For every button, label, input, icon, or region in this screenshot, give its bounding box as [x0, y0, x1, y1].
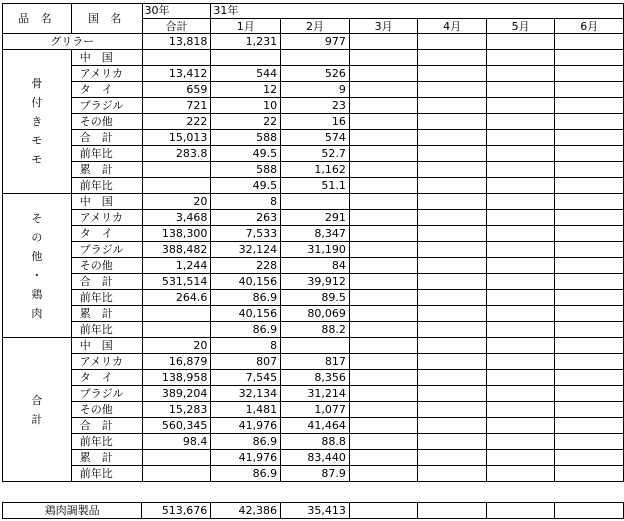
prepared-value: 35,413 [281, 503, 350, 519]
data-row [3, 306, 624, 322]
cell-value [486, 466, 555, 482]
cell-value [349, 226, 418, 242]
cell-value [486, 354, 555, 370]
cell-value [349, 98, 418, 114]
year30-header: 30年 [142, 4, 211, 19]
country-label: 合 計 [71, 130, 142, 146]
month-header: 2月 [281, 19, 350, 34]
cell-value: 531,514 [142, 274, 211, 290]
broiler-value [555, 34, 624, 50]
data-row [3, 114, 624, 130]
country-label: その他 [71, 258, 142, 274]
cell-value [486, 82, 555, 98]
cell-value: 3,468 [142, 210, 211, 226]
cell-value [142, 466, 211, 482]
cell-value [349, 210, 418, 226]
data-row [3, 146, 624, 162]
broiler-value [349, 34, 418, 50]
country-label: ブラジル [71, 98, 142, 114]
cell-value [486, 114, 555, 130]
cell-value [486, 178, 555, 194]
prepared-products-table [2, 502, 624, 519]
cell-value: 49.5 [211, 146, 281, 162]
cell-value [555, 290, 624, 306]
cell-value [418, 66, 487, 82]
prepared-row [3, 503, 624, 519]
month-header: 3月 [349, 19, 418, 34]
cell-value: 817 [281, 354, 350, 370]
cell-value [555, 402, 624, 418]
cell-value [418, 274, 487, 290]
cell-value [486, 306, 555, 322]
cell-value [349, 146, 418, 162]
broiler-label: グリラー [3, 34, 143, 50]
cell-value [418, 146, 487, 162]
cell-value [418, 130, 487, 146]
country-label: ブラジル [71, 242, 142, 258]
cell-value [555, 130, 624, 146]
year31-header: 31年 [211, 4, 624, 19]
cell-value: 15,283 [142, 402, 211, 418]
country-label: 累 計 [71, 306, 142, 322]
cell-value: 264.6 [142, 290, 211, 306]
cell-value [555, 450, 624, 466]
data-row [3, 466, 624, 482]
broiler-row [3, 34, 624, 50]
cell-value: 8,347 [281, 226, 350, 242]
cell-value [281, 194, 350, 210]
cell-value [555, 274, 624, 290]
country-label: 累 計 [71, 450, 142, 466]
cell-value [486, 146, 555, 162]
cell-value: 16,879 [142, 354, 211, 370]
cell-value [418, 98, 487, 114]
data-row [3, 194, 624, 210]
cell-value [349, 290, 418, 306]
cell-value: 588 [211, 130, 281, 146]
cell-value: 12 [211, 82, 281, 98]
cell-value [555, 114, 624, 130]
cell-value [555, 162, 624, 178]
cell-value [142, 306, 211, 322]
cell-value [555, 98, 624, 114]
data-row [3, 402, 624, 418]
data-row [3, 322, 624, 338]
cell-value [142, 322, 211, 338]
cell-value: 263 [211, 210, 281, 226]
cell-value [349, 162, 418, 178]
cell-value: 1,244 [142, 258, 211, 274]
cell-value [486, 226, 555, 242]
data-row [3, 242, 624, 258]
country-label: 前年比 [71, 290, 142, 306]
broiler-value [486, 34, 555, 50]
data-row [3, 290, 624, 306]
cell-value [349, 66, 418, 82]
country-label: タ イ [71, 370, 142, 386]
cell-value [281, 338, 350, 354]
cell-value [418, 162, 487, 178]
cell-value: 588 [211, 162, 281, 178]
data-row [3, 370, 624, 386]
cell-value [418, 290, 487, 306]
country-label: 前年比 [71, 146, 142, 162]
cell-value: 98.4 [142, 434, 211, 450]
cell-value: 40,156 [211, 274, 281, 290]
prepared-label: 鶏肉調製品 [3, 503, 142, 519]
cell-value: 13,412 [142, 66, 211, 82]
cell-value: 16 [281, 114, 350, 130]
country-label: ブラジル [71, 386, 142, 402]
data-row [3, 82, 624, 98]
cell-value: 389,204 [142, 386, 211, 402]
data-row [3, 386, 624, 402]
cell-value [418, 242, 487, 258]
data-row [3, 162, 624, 178]
month-header: 5月 [486, 19, 555, 34]
cell-value [486, 402, 555, 418]
cell-value: 1,077 [281, 402, 350, 418]
data-row [3, 50, 624, 66]
cell-value [486, 434, 555, 450]
cell-value [349, 50, 418, 66]
cell-value [418, 322, 487, 338]
cell-value [555, 418, 624, 434]
cell-value: 7,533 [211, 226, 281, 242]
cell-value [418, 450, 487, 466]
data-row [3, 274, 624, 290]
cell-value [349, 194, 418, 210]
cell-value [418, 434, 487, 450]
cell-value: 41,976 [211, 450, 281, 466]
month-header: 1月 [211, 19, 281, 34]
data-row [3, 434, 624, 450]
cell-value [418, 194, 487, 210]
cell-value: 40,156 [211, 306, 281, 322]
cell-value [349, 82, 418, 98]
cell-value [349, 450, 418, 466]
data-row [3, 130, 624, 146]
prepared-value [486, 503, 555, 519]
data-row [3, 66, 624, 82]
cell-value [349, 370, 418, 386]
cell-value: 31,214 [281, 386, 350, 402]
prepared-value: 513,676 [142, 503, 211, 519]
data-row [3, 178, 624, 194]
cell-value [555, 306, 624, 322]
data-row [3, 226, 624, 242]
cell-value [349, 274, 418, 290]
cell-value [555, 338, 624, 354]
cell-value [349, 306, 418, 322]
cell-value [349, 242, 418, 258]
cell-value [486, 98, 555, 114]
country-label: 累 計 [71, 162, 142, 178]
cell-value [211, 50, 281, 66]
cell-value [349, 402, 418, 418]
cell-value [349, 386, 418, 402]
cell-value [418, 50, 487, 66]
cell-value [418, 386, 487, 402]
cell-value: 22 [211, 114, 281, 130]
cell-value: 86.9 [211, 322, 281, 338]
cell-value [486, 274, 555, 290]
cell-value [418, 402, 487, 418]
cell-value: 138,300 [142, 226, 211, 242]
cell-value [418, 354, 487, 370]
cell-value: 291 [281, 210, 350, 226]
prepared-value [349, 503, 418, 519]
cell-value [486, 50, 555, 66]
cell-value [418, 418, 487, 434]
header-row-top [3, 4, 624, 19]
prepared-value [555, 503, 624, 519]
cell-value [486, 450, 555, 466]
cell-value: 32,124 [211, 242, 281, 258]
cell-value [555, 50, 624, 66]
cell-value [418, 306, 487, 322]
month-header: 4月 [418, 19, 487, 34]
country-label: その他 [71, 114, 142, 130]
cell-value [418, 178, 487, 194]
cell-value: 1,162 [281, 162, 350, 178]
cell-value: 8 [211, 194, 281, 210]
cell-value: 31,190 [281, 242, 350, 258]
cell-value [555, 210, 624, 226]
cell-value: 659 [142, 82, 211, 98]
cell-value [349, 466, 418, 482]
cell-value [555, 386, 624, 402]
cell-value [418, 210, 487, 226]
cell-value [555, 82, 624, 98]
cell-value: 15,013 [142, 130, 211, 146]
cell-value: 80,069 [281, 306, 350, 322]
cell-value [418, 82, 487, 98]
cell-value [486, 290, 555, 306]
cell-value [349, 434, 418, 450]
cell-value [142, 162, 211, 178]
country-label: 前年比 [71, 466, 142, 482]
cell-value: 83,440 [281, 450, 350, 466]
cell-value [486, 322, 555, 338]
product-name-header: 品 名 [3, 4, 72, 34]
data-row [3, 258, 624, 274]
cell-value [349, 338, 418, 354]
cell-value: 560,345 [142, 418, 211, 434]
cell-value [349, 418, 418, 434]
table-body [3, 34, 624, 482]
cell-value [418, 466, 487, 482]
broiler-value: 977 [281, 34, 350, 50]
cell-value: 526 [281, 66, 350, 82]
cell-value [555, 370, 624, 386]
country-label: アメリカ [71, 210, 142, 226]
cell-value [555, 242, 624, 258]
cell-value: 39,912 [281, 274, 350, 290]
cell-value [555, 194, 624, 210]
cell-value: 41,464 [281, 418, 350, 434]
country-label: 前年比 [71, 178, 142, 194]
cell-value [555, 66, 624, 82]
country-label: 中 国 [71, 338, 142, 354]
cell-value: 88.2 [281, 322, 350, 338]
cell-value [486, 130, 555, 146]
cell-value [418, 114, 487, 130]
data-row [3, 210, 624, 226]
cell-value: 388,482 [142, 242, 211, 258]
month-header: 6月 [555, 19, 624, 34]
cell-value [486, 370, 555, 386]
cell-value: 721 [142, 98, 211, 114]
cell-value [486, 210, 555, 226]
cell-value [555, 258, 624, 274]
country-label: タ イ [71, 82, 142, 98]
broiler-value [418, 34, 487, 50]
cell-value: 88.8 [281, 434, 350, 450]
cell-value: 7,545 [211, 370, 281, 386]
cell-value: 23 [281, 98, 350, 114]
cell-value: 807 [211, 354, 281, 370]
broiler-value: 13,818 [142, 34, 211, 50]
country-name-header: 国 名 [71, 4, 142, 34]
cell-value: 222 [142, 114, 211, 130]
cell-value: 49.5 [211, 178, 281, 194]
broiler-value: 1,231 [211, 34, 281, 50]
cell-value [349, 114, 418, 130]
cell-value: 52.7 [281, 146, 350, 162]
cell-value [555, 146, 624, 162]
country-label: 中 国 [71, 194, 142, 210]
cell-value: 89.5 [281, 290, 350, 306]
cell-value [349, 322, 418, 338]
cell-value [555, 226, 624, 242]
cell-value: 8 [211, 338, 281, 354]
cell-value [486, 418, 555, 434]
cell-value [418, 370, 487, 386]
cell-value: 8,356 [281, 370, 350, 386]
cell-value [349, 258, 418, 274]
data-row [3, 338, 624, 354]
country-label: 合 計 [71, 274, 142, 290]
cell-value [349, 130, 418, 146]
cell-value: 228 [211, 258, 281, 274]
country-label: その他 [71, 402, 142, 418]
cell-value [281, 50, 350, 66]
cell-value: 41,976 [211, 418, 281, 434]
product-category-label: 骨 付 き モ モ [3, 50, 72, 194]
cell-value [349, 354, 418, 370]
country-label: タ イ [71, 226, 142, 242]
cell-value: 32,134 [211, 386, 281, 402]
cell-value [142, 178, 211, 194]
cell-value: 1,481 [211, 402, 281, 418]
cell-value [486, 162, 555, 178]
cell-value: 87.9 [281, 466, 350, 482]
year30-total-header: 合計 [142, 19, 211, 34]
cell-value [486, 194, 555, 210]
cell-value [555, 354, 624, 370]
cell-value: 86.9 [211, 434, 281, 450]
cell-value [486, 258, 555, 274]
cell-value: 20 [142, 194, 211, 210]
cell-value [555, 178, 624, 194]
cell-value: 283.8 [142, 146, 211, 162]
country-label: 合 計 [71, 418, 142, 434]
prepared-value: 42,386 [211, 503, 281, 519]
cell-value: 10 [211, 98, 281, 114]
country-label: 中 国 [71, 50, 142, 66]
data-row [3, 450, 624, 466]
product-category-label: 合 計 [3, 338, 72, 482]
cell-value: 544 [211, 66, 281, 82]
country-label: 前年比 [71, 322, 142, 338]
cell-value: 84 [281, 258, 350, 274]
country-label: アメリカ [71, 354, 142, 370]
prepared-value [418, 503, 487, 519]
cell-value [486, 338, 555, 354]
cell-value [142, 50, 211, 66]
cell-value: 20 [142, 338, 211, 354]
data-row [3, 354, 624, 370]
cell-value [418, 226, 487, 242]
cell-value: 51.1 [281, 178, 350, 194]
cell-value: 138,958 [142, 370, 211, 386]
cell-value: 86.9 [211, 466, 281, 482]
cell-value: 574 [281, 130, 350, 146]
cell-value [486, 242, 555, 258]
cell-value [555, 322, 624, 338]
cell-value: 9 [281, 82, 350, 98]
cell-value [486, 386, 555, 402]
cell-value [555, 466, 624, 482]
cell-value [349, 178, 418, 194]
data-row [3, 98, 624, 114]
cell-value [418, 258, 487, 274]
data-row [3, 418, 624, 434]
cell-value: 86.9 [211, 290, 281, 306]
cell-value [555, 434, 624, 450]
cell-value [418, 338, 487, 354]
country-label: 前年比 [71, 434, 142, 450]
cell-value [142, 450, 211, 466]
product-category-label: そ の 他 ・ 鶏 肉 [3, 194, 72, 338]
import-table [2, 3, 624, 482]
country-label: アメリカ [71, 66, 142, 82]
cell-value [486, 66, 555, 82]
